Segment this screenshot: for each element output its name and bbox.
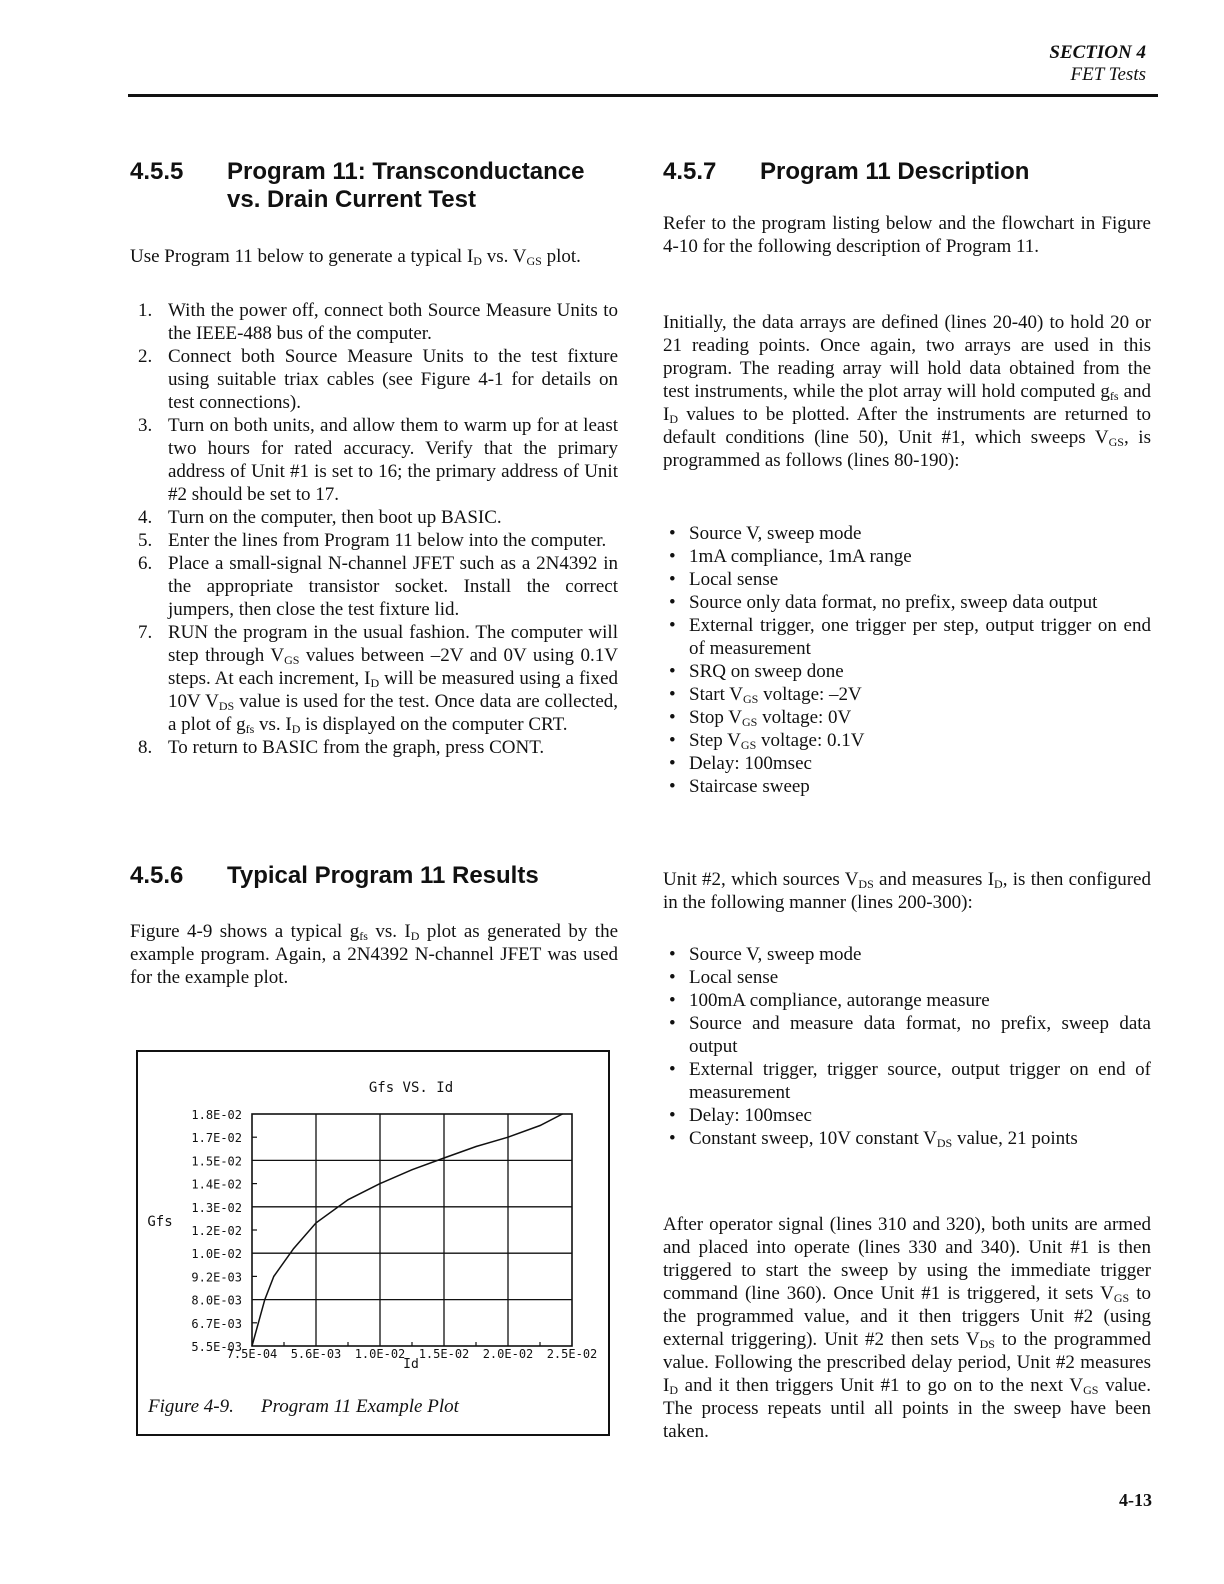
step-item (130, 621, 618, 736)
bullet-item (663, 545, 1151, 568)
data-point (411, 1169, 412, 1170)
bullet-icon: • (669, 546, 676, 567)
heading-4-5-6 (130, 862, 539, 890)
bullet-text: Local sense (689, 967, 779, 988)
heading-title: Program 11 Description (760, 158, 1030, 185)
figure-caption-text: Program 11 Example Plot (261, 1396, 459, 1417)
y-tick-label: 1.4E-02 (191, 1177, 242, 1192)
bullet-item (663, 966, 1151, 989)
data-point (293, 1248, 294, 1249)
y-tick-label: 1.3E-02 (191, 1200, 242, 1215)
bullet-item (663, 706, 1151, 729)
chart-title: Gfs VS. Id (368, 1080, 454, 1096)
step-number: 4. (138, 507, 153, 528)
bullet-text: Local sense (689, 569, 779, 590)
bullet-item (663, 614, 1151, 660)
y-tick-label: 5.5E-03 (191, 1340, 242, 1354)
step-item (130, 345, 618, 414)
bullet-item (663, 943, 1151, 966)
description-intro: Refer to the program listing below and the flowchart in Figure 4-10 for the following description of Program 11. (663, 213, 1151, 257)
bullet-text: Source V, sweep mode (689, 523, 862, 544)
step-number: 1. (138, 300, 153, 321)
bullet-item (663, 591, 1151, 614)
step-text: RUN the program in the usual fashion. The computer will step through $V_{GS}$ values between –2V and 0V using 0.1V steps. At each increment, $I_D$ will be measured using a fixed 10V $V_{DS}$ value is used for the test. Once data are collected, a plot of $g_{fs}$ vs. $I_D$ is displayed on the computer CRT. (168, 622, 619, 736)
data-point (264, 1299, 265, 1300)
gfs-vs-id-chart (138, 1052, 608, 1392)
heading-title-line2: vs. Drain Current Test (227, 186, 476, 213)
bullet-text: External trigger, one trigger per step, output trigger on end of measurement (689, 615, 1151, 659)
bullet-item (663, 729, 1151, 752)
data-point (539, 1125, 540, 1126)
bullet-text: Source only data format, no prefix, sweep data output (689, 592, 1098, 613)
data-point (562, 1113, 563, 1114)
bullet-icon: • (669, 523, 676, 544)
bullet-text: 1mA compliance, 1mA range (689, 546, 912, 567)
section-label: SECTION 4 (1049, 42, 1146, 63)
bullet-icon: • (669, 753, 676, 774)
heading-title (227, 158, 584, 214)
bullet-icon: • (669, 967, 676, 988)
header-rule (128, 94, 1158, 97)
bullet-text: 100mA compliance, autorange measure (689, 990, 990, 1011)
unit1-settings-list (663, 522, 1151, 798)
y-axis-label: Gfs (147, 1214, 173, 1230)
x-tick-label: 2.5E-02 (546, 1347, 598, 1361)
bullet-icon: • (669, 776, 676, 797)
bullet-icon: • (669, 1105, 676, 1126)
bullet-text: Stop $V_{GS}$ voltage: 0V (689, 707, 852, 729)
step-number: 5. (138, 530, 153, 551)
running-header (1049, 42, 1146, 86)
step-number: 8. (138, 737, 153, 758)
bullet-text: SRQ on sweep done (689, 661, 844, 682)
step-number: 3. (138, 415, 153, 436)
bullet-text: Constant sweep, 10V constant $V_{DS}$ value, 21 points (689, 1128, 1078, 1150)
bullet-icon: • (669, 661, 676, 682)
y-tick-label: 6.7E-03 (191, 1316, 242, 1331)
heading-number: 4.5.7 (663, 158, 717, 185)
bullet-icon: • (669, 592, 676, 613)
bullet-text: Start $V_{GS}$ voltage: –2V (689, 684, 862, 706)
x-tick-label: 1.0E-02 (354, 1347, 406, 1361)
y-tick-label: 8.0E-03 (191, 1293, 242, 1308)
bullet-icon: • (669, 1059, 676, 1080)
unit2-settings-list (663, 943, 1151, 1150)
bullet-item (663, 683, 1151, 706)
bullet-item (663, 568, 1151, 591)
intro-text: Use Program 11 below to generate a typical $I_D$ vs. $V_{GS}$ plot. (130, 246, 581, 268)
step-number: 6. (138, 553, 153, 574)
bullet-text: Delay: 100msec (689, 1105, 812, 1126)
bullet-text: Staircase sweep (689, 776, 810, 797)
bullet-item (663, 1058, 1151, 1104)
step-number: 7. (138, 622, 153, 643)
step-item (130, 529, 618, 552)
bullet-text: External trigger, trigger source, output trigger on end of measurement (689, 1059, 1151, 1103)
steps-list (130, 299, 618, 759)
y-tick-label: 1.7E-02 (191, 1131, 242, 1146)
step-item (130, 736, 618, 759)
step-text: Turn on both units, and allow them to warm up for at least two hours for rated accuracy. Verify that the primary address of Unit #1 is set to 16; the primary address of Unit #2 should be set to 17. (168, 415, 618, 505)
bullet-text: Step $V_{GS}$ voltage: 0.1V (689, 730, 865, 752)
bullet-item (663, 1012, 1151, 1058)
x-tick-label: 2.0E-02 (482, 1347, 534, 1361)
step-text: With the power off, connect both Source Measure Units to the IEEE-488 bus of the computer. (168, 300, 618, 344)
heading-4-5-5 (130, 158, 584, 214)
figure-number: Figure 4-9. (148, 1396, 234, 1417)
figure-caption (148, 1396, 459, 1418)
bullet-icon: • (669, 730, 676, 751)
bullet-item (663, 660, 1151, 683)
step-item (130, 506, 618, 529)
series-group (251, 1113, 563, 1346)
bullet-item (663, 1127, 1151, 1150)
data-point (315, 1222, 316, 1223)
bullet-text: Source V, sweep mode (689, 944, 862, 965)
data-point (347, 1199, 348, 1200)
data-point (251, 1345, 252, 1346)
step-item (130, 552, 618, 621)
bullet-item (663, 752, 1151, 775)
heading-title-line1: Program 11: Transconductance (227, 158, 585, 185)
bullet-icon: • (669, 569, 676, 590)
y-tick-label: 9.2E-03 (191, 1270, 242, 1285)
section-subtitle: FET Tests (1070, 64, 1146, 85)
bullet-item (663, 1104, 1151, 1127)
heading-number: 4.5.5 (130, 158, 184, 185)
description-para-3: After operator signal (lines 310 and 320), both units are armed and placed into operate (lines 330 and 340). Unit #1 is then triggered to start the sweep by using the immediate trigger command (line 360). Once Unit #1 is triggered, it sets $V_{GS}$ to the programmed value, and it then triggers Unit #2 (using external triggering). Unit #2 then sets $V_{DS}$ to the programmed value. Following the prescribed delay period, Unit #2 measures $I_D$ and it then triggers Unit #1 to go on to the next $V_{GS}$ value. The process repeats until all points in the sweep have been taken. (663, 1214, 1152, 1442)
step-text: To return to BASIC from the graph, press CONT. (168, 737, 545, 758)
plot-frame (252, 1114, 572, 1346)
results-text: Figure 4-9 shows a typical $g_{fs}$ vs. $I_D$ plot as generated by the example program. Again, a 2N4392 N-channel JFET was used for the example plot. (130, 921, 619, 988)
bullet-text: Source and measure data format, no prefix, sweep data output (689, 1013, 1151, 1057)
y-tick-label: 1.0E-02 (191, 1247, 242, 1262)
grid (252, 1114, 572, 1346)
bullet-icon: • (669, 615, 676, 636)
data-point (475, 1146, 476, 1147)
heading-4-5-7 (663, 158, 1029, 186)
data-point (443, 1157, 444, 1158)
bullet-icon: • (669, 1128, 676, 1149)
bullet-item (663, 522, 1151, 545)
bullet-item (663, 775, 1151, 798)
bullet-icon: • (669, 990, 676, 1011)
heading-title: Typical Program 11 Results (227, 862, 539, 889)
step-text: Enter the lines from Program 11 below into the computer. (168, 530, 607, 551)
figure-4-9 (136, 1050, 610, 1436)
bullet-icon: • (669, 707, 676, 728)
data-point (273, 1276, 274, 1277)
step-text: Turn on the computer, then boot up BASIC. (168, 507, 502, 528)
description-para-1: Initially, the data arrays are defined (lines 20-40) to hold 20 or 21 reading points. Once again, two arrays are used in this program. The reading array will hold data obtained from the test instruments, while the plot array will hold computed $g_{fs}$ and $I_D$ values to be plotted. After the instruments are returned to default conditions (line 50), Unit #1, which sweeps $V_{GS}$, is programmed as follows (lines 80-190): (663, 312, 1151, 471)
page-number: 4-13 (1119, 1490, 1152, 1510)
bullet-icon: • (669, 684, 676, 705)
y-tick-label: 1.8E-02 (191, 1108, 242, 1122)
data-point (507, 1137, 508, 1138)
bullet-icon: • (669, 944, 676, 965)
data-point (379, 1183, 380, 1184)
x-tick-label: 7.5E-04 (226, 1347, 278, 1361)
series-line-gfs (252, 1114, 562, 1346)
bullet-text: Delay: 100msec (689, 753, 812, 774)
bullet-item (663, 989, 1151, 1012)
step-item (130, 299, 618, 345)
x-axis-label: Id (403, 1357, 419, 1372)
step-text: Connect both Source Measure Units to the test fixture using suitable triax cables (see Figure 4-1 for details on test connections). (168, 346, 618, 413)
y-tick-label: 1.5E-02 (191, 1154, 242, 1169)
x-tick-label: 5.6E-03 (290, 1347, 342, 1361)
y-tick-label: 1.2E-02 (191, 1224, 242, 1238)
y-tick-labels (191, 1108, 242, 1354)
step-number: 2. (138, 346, 153, 367)
step-text: Place a small-signal N-channel JFET such as a 2N4392 in the appropriate transistor socket. Install the correct jumpers, then close the test fixture lid. (168, 553, 618, 620)
step-item (130, 414, 618, 506)
x-tick-label: 1.5E-02 (418, 1347, 470, 1361)
description-para-2: Unit #2, which sources $V_{DS}$ and measures $I_D$, is then configured in the following manner (lines 200-300): (663, 869, 1151, 913)
bullet-icon: • (669, 1013, 676, 1034)
heading-number: 4.5.6 (130, 862, 184, 889)
